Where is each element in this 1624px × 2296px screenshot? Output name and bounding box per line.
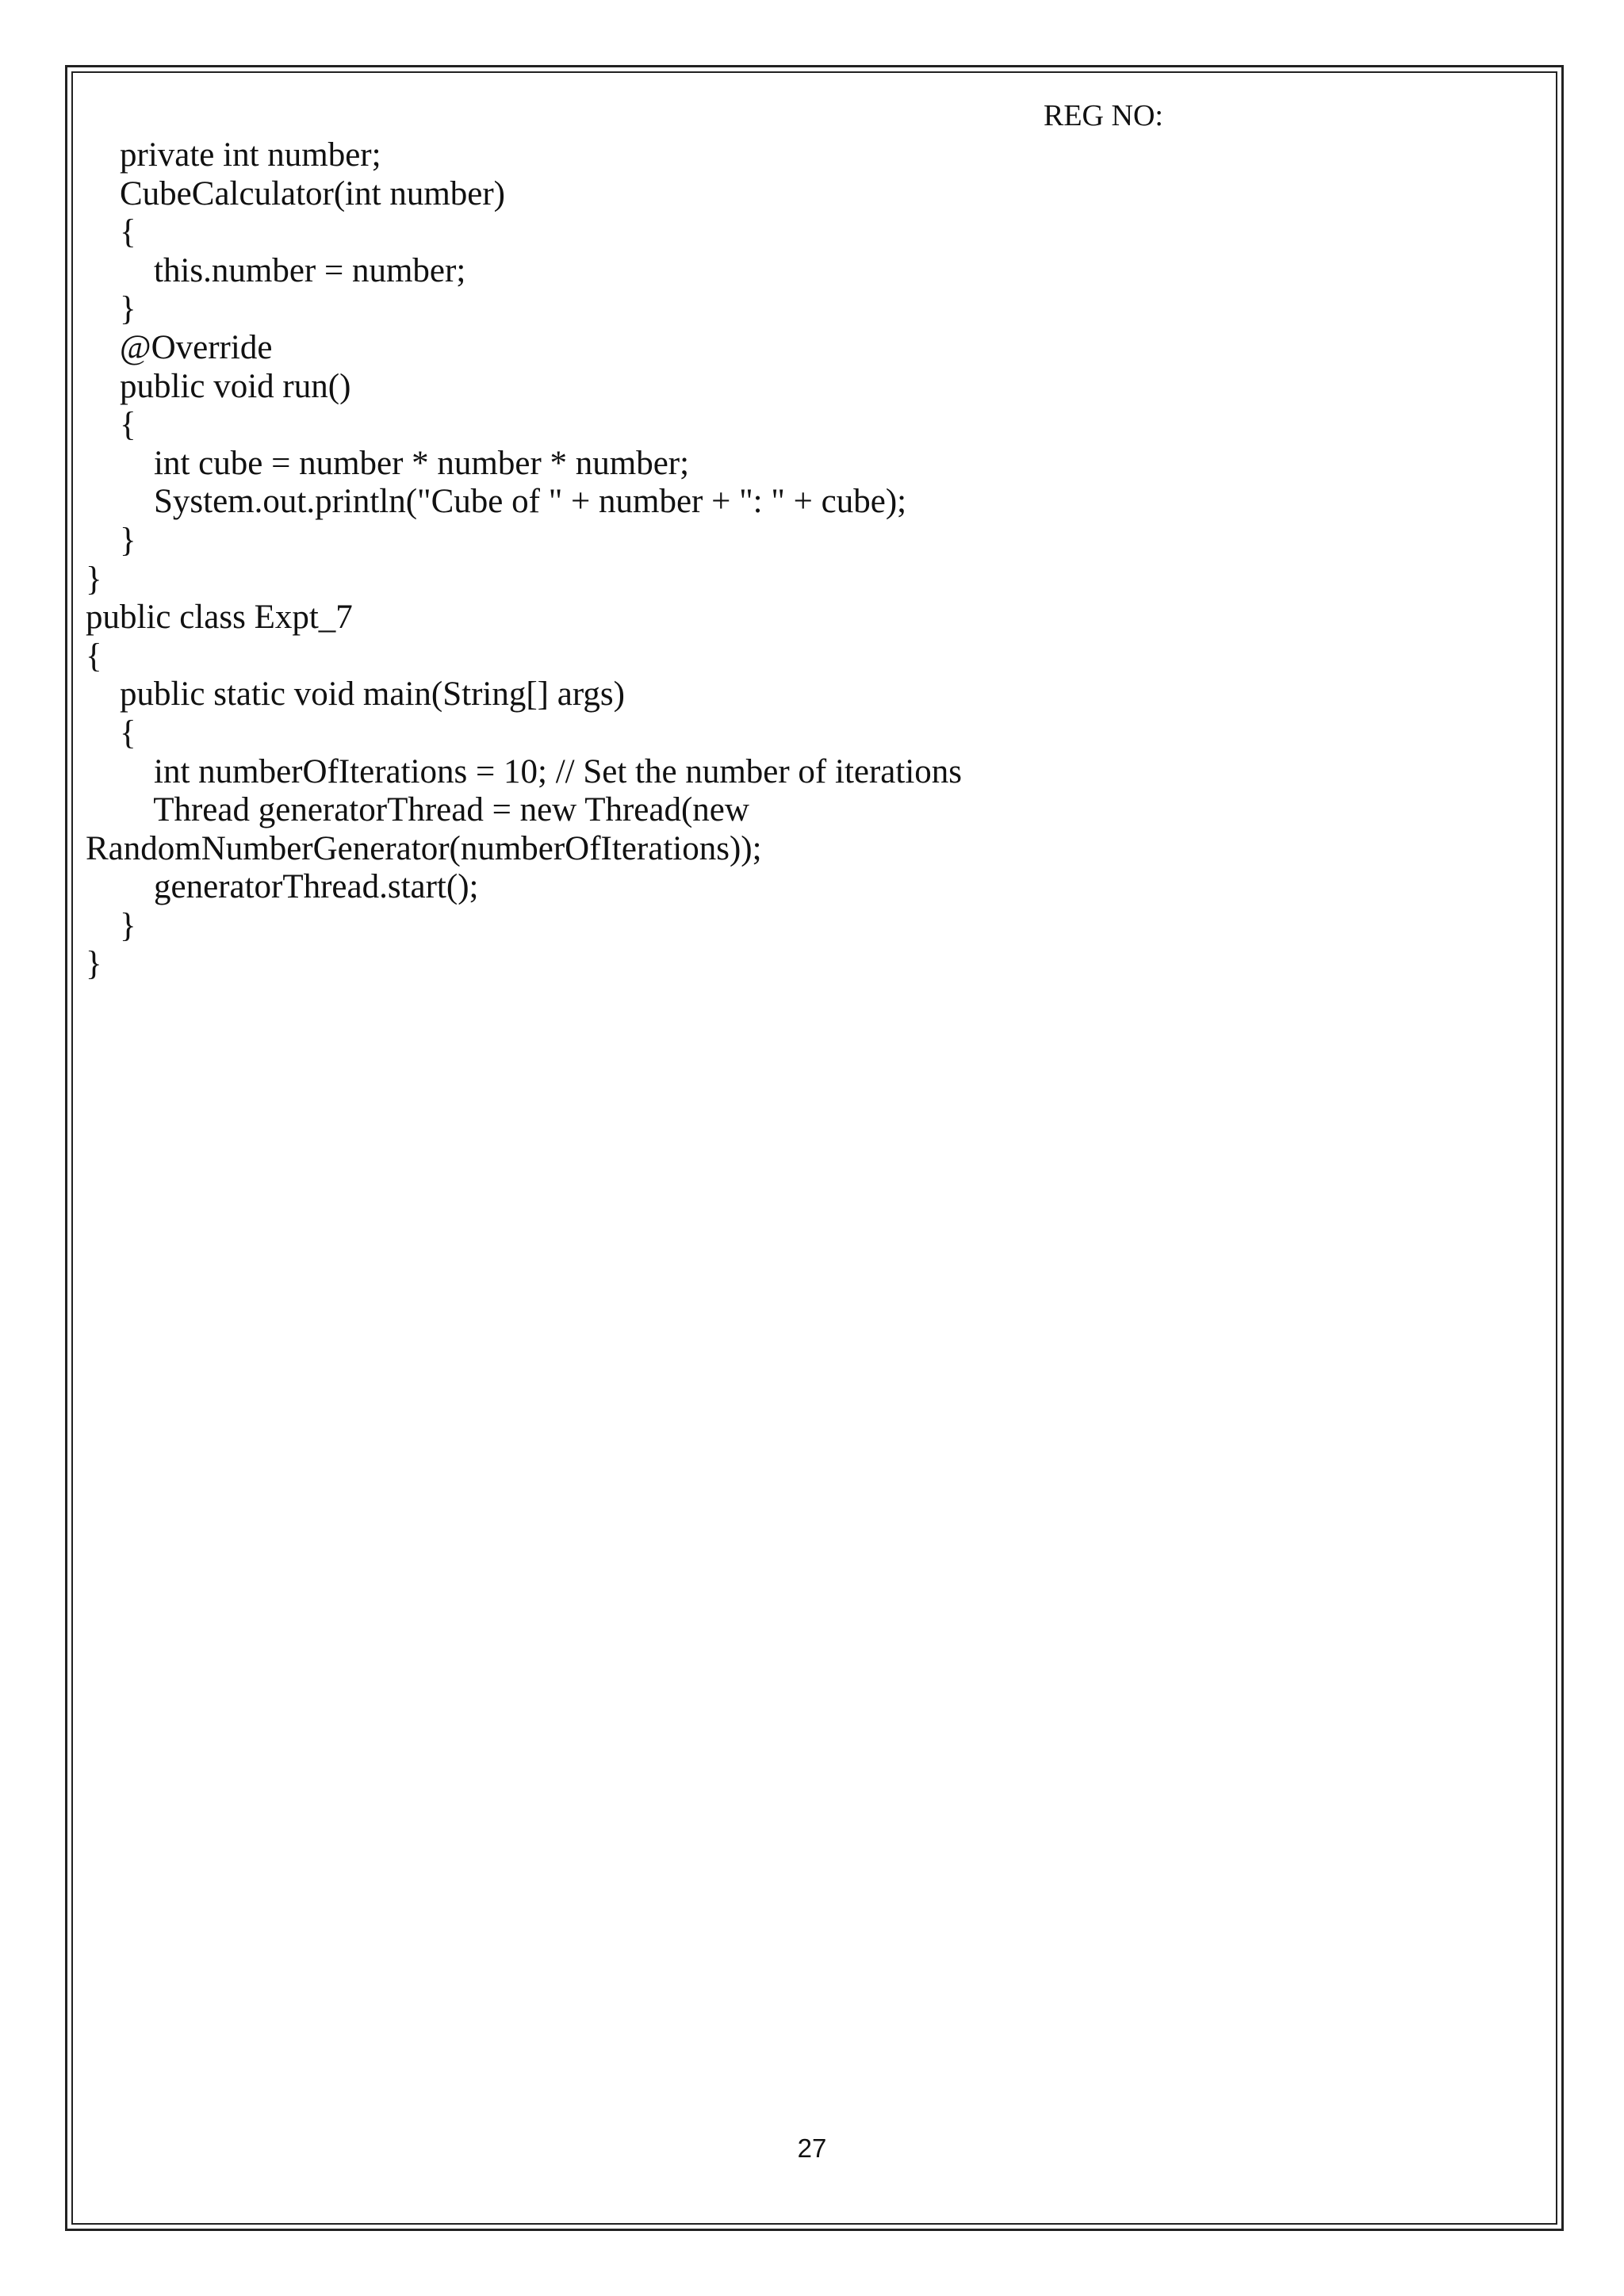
code-line: public class Expt_7 xyxy=(86,599,353,637)
code-line: public static void main(String[] args) xyxy=(86,675,625,714)
code-line: } xyxy=(86,290,136,328)
page-number: 27 xyxy=(797,2133,827,2163)
code-line: @Override xyxy=(86,328,273,366)
code-line: int numberOfIterations = 10; // Set the number of iterations xyxy=(86,752,963,790)
code-line: this.number = number; xyxy=(86,251,466,289)
code-line: System.out.println("Cube of " + number + ": " + cube); xyxy=(86,483,907,521)
code-line: { xyxy=(86,406,136,444)
code-line: CubeCalculator(int number) xyxy=(86,174,505,212)
code-line: int cube = number * number * number; xyxy=(86,444,690,482)
code-line: public void run() xyxy=(86,367,351,405)
code-line: generatorThread.start(); xyxy=(86,868,479,906)
code-line: } xyxy=(86,560,102,598)
code-block xyxy=(86,136,1529,984)
reg-no-label: REG NO: xyxy=(1044,99,1163,132)
code-line: } xyxy=(86,521,136,559)
code-line: Thread generatorThread = new Thread(new xyxy=(86,791,749,829)
code-line: { xyxy=(86,213,136,251)
code-line: } xyxy=(86,945,102,983)
code-line: { xyxy=(86,637,102,675)
code-line: private int number; xyxy=(86,136,381,174)
code-line: { xyxy=(86,714,136,752)
code-line: } xyxy=(86,906,136,944)
code-line: RandomNumberGenerator(numberOfIterations)); xyxy=(86,829,762,867)
